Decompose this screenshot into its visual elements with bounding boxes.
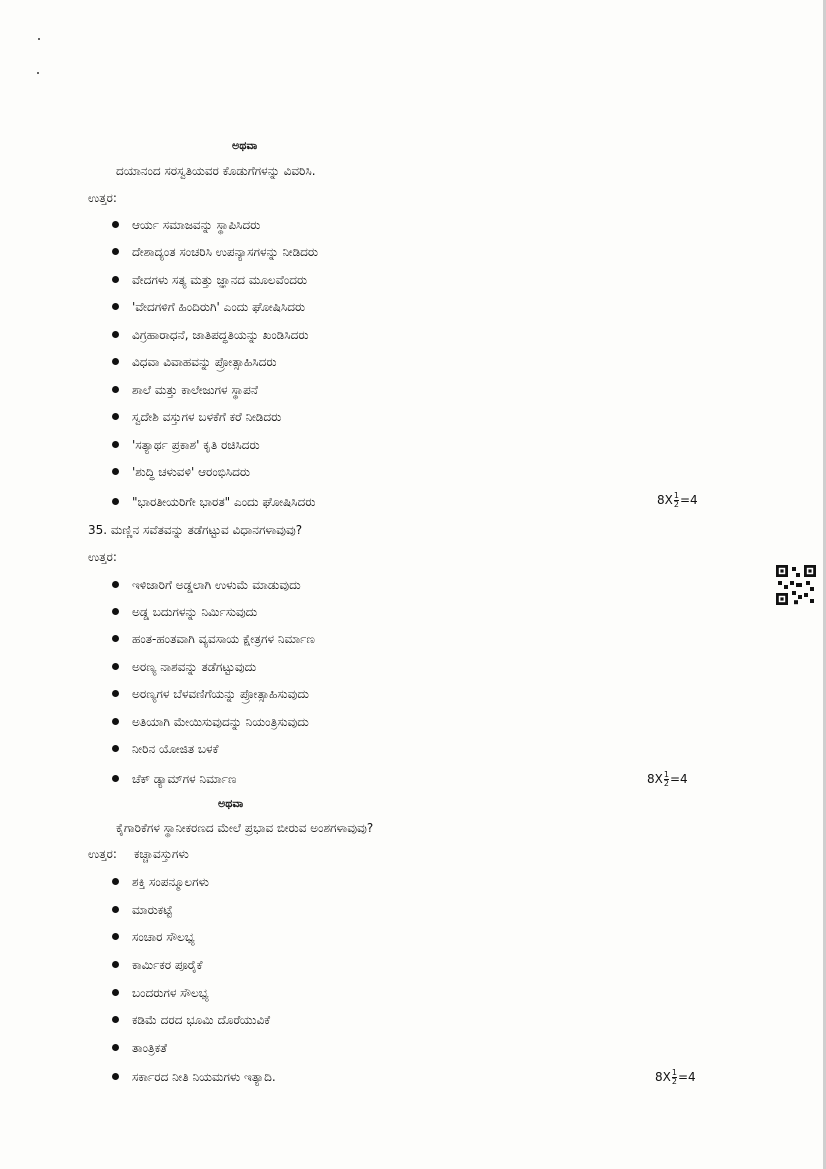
bullet-icon <box>112 961 119 968</box>
bullet-icon <box>112 358 119 365</box>
bullet-icon <box>112 933 119 940</box>
list-item: ಅರಣ್ಯ ನಾಶವನ್ನು ತಡೆಗಟ್ಟುವುದು <box>112 659 256 675</box>
list-item: ಚೆಕ್ ಡ್ಯಾಮ್‌ಗಳ ನಿರ್ಮಾಣ <box>112 771 236 787</box>
bullet-icon <box>112 878 119 885</box>
bullet-icon <box>112 221 119 228</box>
question-text: 35. ಮಣ್ಣಿನ ಸವೆತವನ್ನು ತಡೆಗಟ್ಟುವ ವಿಧಾನಗಳಾವುವು? <box>88 523 303 537</box>
list-item: 'ಶುದ್ಧಿ ಚಳುವಳಿ' ಆರಂಭಿಸಿದರು <box>112 464 250 480</box>
bullet-icon <box>112 498 119 505</box>
list-item: ಅಡ್ಡ ಬದುಗಳನ್ನು ನಿರ್ಮಿಸುವುದು <box>112 604 257 620</box>
list-item: ಸ್ವದೇಶಿ ವಸ್ತುಗಳ ಬಳಕೆಗೆ ಕರೆ ನೀಡಿದರು <box>112 409 281 425</box>
bullet-icon <box>112 906 119 913</box>
bullet-icon <box>112 1016 119 1023</box>
answer-label: ಉತ್ತರ: <box>88 191 117 205</box>
list-item: ಬಂದರುಗಳ ಸೌಲಭ್ಯ <box>112 985 209 1001</box>
bullet-icon <box>112 775 119 782</box>
bullet-icon <box>112 468 119 475</box>
marks-label: 8X $\frac{1}{2}$ =4 <box>647 770 688 788</box>
bullet-icon <box>112 635 119 642</box>
bullet-icon <box>112 608 119 615</box>
list-item: ವೇದಗಳು ಸತ್ಯ ಮತ್ತು ಜ್ಞಾನದ ಮೂಲವೆಂದರು <box>112 272 307 288</box>
fraction: $\frac{1}{2}$ <box>671 1068 677 1086</box>
bullet-icon <box>112 331 119 338</box>
question-text: ಕೈಗಾರಿಕೆಗಳ ಸ್ಥಾನೀಕರಣದ ಮೇಲೆ ಪ್ರಭಾವ ಬೀರುವ ಅಂಶಗಳಾವುವು? <box>116 821 374 835</box>
marks-label: 8X $\frac{1}{2}$ =4 <box>655 1068 696 1086</box>
list-item: ಶಕ್ತಿ ಸಂಪನ್ಮೂಲಗಳು <box>112 874 209 890</box>
bullet-icon <box>112 248 119 255</box>
bullet-icon <box>112 276 119 283</box>
question-text: ದಯಾನಂದ ಸರಸ್ವತಿಯವರ ಕೊಡುಗೆಗಳನ್ನು ವಿವರಿಸಿ. <box>116 164 316 178</box>
bullet-icon <box>112 663 119 670</box>
bullet-icon <box>112 690 119 697</box>
list-item: ಕಡಿಮೆ ದರದ ಭೂಮಿ ದೊರೆಯುವಿಕೆ <box>112 1012 270 1028</box>
list-item: ನೀರಿನ ಯೋಜಿತ ಬಳಕೆ <box>112 741 218 757</box>
bullet-icon <box>112 1073 119 1080</box>
list-item: ವಿಧವಾ ವಿವಾಹವನ್ನು ಪ್ರೋತ್ಸಾಹಿಸಿದರು <box>112 354 277 370</box>
list-item: ಮಾರುಕಟ್ಟೆ <box>112 902 172 918</box>
bullet-icon <box>112 441 119 448</box>
scan-speck <box>37 72 39 74</box>
list-item: ಆರ್ಯ ಸಮಾಜವನ್ನು ಸ್ಥಾಪಿಸಿದರು <box>112 217 260 233</box>
list-item: ಸಂಚಾರ ಸೌಲಭ್ಯ <box>112 929 195 945</box>
answer-label: ಉತ್ತರ: <box>88 847 117 861</box>
list-item: ಇಳಿಜಾರಿಗೆ ಅಡ್ಡಲಾಗಿ ಉಳುಮೆ ಮಾಡುವುದು <box>112 577 301 593</box>
bullet-icon <box>112 581 119 588</box>
list-item: "ಭಾರತೀಯರಿಗೇ ಭಾರತ" ಎಂದು ಘೋಷಿಸಿದರು <box>112 494 315 510</box>
bullet-icon <box>112 989 119 996</box>
list-item: ಅರಣ್ಯಗಳ ಬೆಳವಣಿಗೆಯನ್ನು ಪ್ರೋತ್ಸಾಹಿಸುವುದು <box>112 686 309 702</box>
list-item: 'ಸತ್ಯಾರ್ಥ ಪ್ರಕಾಶ' ಕೃತಿ ರಚಿಸಿದರು <box>112 437 260 453</box>
marks-label: 8X $\frac{1}{2}$ =4 <box>657 491 698 509</box>
answer-label: ಉತ್ತರ: <box>88 550 117 564</box>
list-item: ಶಾಲೆ ಮತ್ತು ಕಾಲೇಜುಗಳ ಸ್ಥಾಪನೆ <box>112 382 258 398</box>
bullet-icon <box>112 1044 119 1051</box>
list-item: ಕಾರ್ಮಿಕರ ಪೂರೈಕೆ <box>112 957 203 973</box>
list-item: ಹಂತ-ಹಂತವಾಗಿ ವ್ಯವಸಾಯ ಕ್ಷೇತ್ರಗಳ ನಿರ್ಮಾಣ <box>112 631 315 647</box>
qr-code-icon <box>776 565 816 605</box>
list-item: ವಿಗ್ರಹಾರಾಧನೆ, ಜಾತಿಪದ್ಧತಿಯನ್ನು ಖಂಡಿಸಿದರು <box>112 327 309 343</box>
bullet-icon <box>112 303 119 310</box>
list-item: 'ವೇದಗಳಿಗೆ ಹಿಂದಿರುಗಿ' ಎಂದು ಘೋಷಿಸಿದರು <box>112 299 305 315</box>
list-item: ಅತಿಯಾಗಿ ಮೇಯಿಸುವುದನ್ನು ನಿಯಂತ್ರಿಸುವುದು <box>112 714 309 730</box>
or-heading: ಅಥವಾ <box>218 797 244 810</box>
list-item: ಸರ್ಕಾರದ ನೀತಿ ನಿಯಮಗಳು ಇತ್ಯಾದಿ. <box>112 1069 276 1085</box>
scan-speck <box>38 38 40 40</box>
bullet-icon <box>112 718 119 725</box>
fraction: $\frac{1}{2}$ <box>673 491 679 509</box>
bullet-icon <box>112 413 119 420</box>
bullet-icon <box>112 745 119 752</box>
fraction: $\frac{1}{2}$ <box>663 770 669 788</box>
list-item: ತಾಂತ್ರಿಕತೆ <box>112 1040 167 1056</box>
list-item: ದೇಶಾದ್ಯಂತ ಸಂಚರಿಸಿ ಉಪನ್ಯಾಸಗಳನ್ನು ನೀಡಿದರು <box>112 244 318 260</box>
first-answer-item: ಕಚ್ಚಾವಸ್ತುಗಳು <box>134 847 189 861</box>
or-heading: ಅಥವಾ <box>232 139 258 152</box>
bullet-icon <box>112 386 119 393</box>
